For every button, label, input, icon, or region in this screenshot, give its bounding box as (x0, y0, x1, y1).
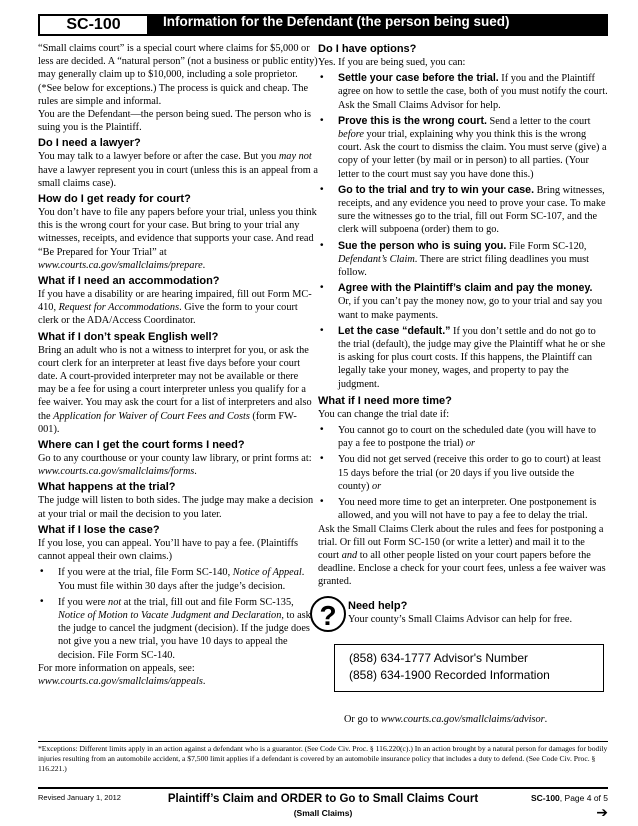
list-item: • You cannot go to court on the scheduled date (you will have to pay a fee to postpone the trial) or (320, 424, 597, 450)
bullet-icon: • (320, 183, 324, 195)
form-code-box: SC-100 (38, 14, 149, 36)
question-english: What if I don’t speak English well? (38, 330, 219, 343)
question-accommodation: What if I need an accommodation? (38, 275, 220, 288)
prepare-link[interactable]: www.courts.ca.gov/smallclaims/prepare (38, 259, 203, 271)
answer-accommodation: If you have a disability or are hearing impaired, fill out Form MC-410, Request for Accommodations. Give the form to your court clerk or the ADA/Access Coordinator. (38, 289, 312, 327)
answer-options: Yes. If you are being sued, you can: (318, 57, 466, 68)
phone-box (334, 644, 604, 692)
page-number: SC-100, Page 4 of 5 (530, 793, 608, 803)
recorded-info-phone: (858) 634-1900 Recorded Information (349, 668, 550, 682)
intro-paragraph: “Small claims court” is a special court where claims for $5,000 or less are decided. A “natural person” (not a business or public entity) may generally claim up to $10,000, including a sole proprietor. (*See below for exceptions.) The process is quick and cheap. The rules are simple and informal. (38, 43, 318, 107)
bullet-icon: • (320, 496, 324, 508)
bullet-icon: • (40, 566, 44, 578)
list-item: • Settle your case before the trial. If you and the Plaintiff agree on how to settle the case, both of you must notify the court. Ask the Small Claims Advisor for help. (320, 72, 608, 111)
right-column (318, 42, 608, 589)
revised-date: Revised January 1, 2012 (38, 793, 121, 802)
list-item: • Let the case “default.” If you don’t settle and do not go to the trial (default), the judge may give the Plaintiff what he or she is asking for plus court costs. If this happens, the Plaintiff can legally take your money, wages, and property to pay the judgment. (320, 324, 606, 390)
question-lose: What if I lose the case? (38, 523, 160, 536)
answer-more-time: You can change the trial date if: (318, 408, 450, 420)
bullet-icon: • (320, 239, 324, 251)
list-item: • Prove this is the wrong court. Send a letter to the court before your trial, explaining why you think this is the wrong court. Ask the court to dismiss the claim. You must serve (give) a copy of your letter (by mail or in person) to all parties. (Your letter to the court must say you have done this.) (320, 114, 607, 180)
answer-lose: If you lose, you can appeal. You’ll have to pay a fee. (Plaintiffs cannot appeal their own claims.) (38, 537, 299, 563)
page-footer (38, 787, 608, 825)
bullet-icon: • (40, 595, 44, 607)
page-title: Information for the Defendant (the person being sued) (163, 14, 510, 29)
list-item: • Agree with the Plaintiff’s claim and pay the money. Or, if you can’t pay the money now, go to your trial and say you want to make payments. (320, 282, 603, 321)
answer-get-ready: You don’t have to file any papers before your trial, unless you think this is the wrong court for your case. But bring to your trial any witnesses, receipts, and evidence that supports your case. And read “Be Prepared for Your Trial” at www.courts.ca.gov/smallclaims/prepare. (38, 207, 317, 271)
header-bar (38, 14, 608, 36)
left-column (38, 42, 318, 688)
advisor-link[interactable]: www.courts.ca.gov/smallclaims/advisor (380, 714, 545, 725)
defendant-paragraph: You are the Defendant—the person being sued. The person who is suing you is the Plaintiff. (38, 109, 312, 134)
advisor-link-line: Or go to www.courts.ca.gov/smallclaims/advisor. (344, 714, 548, 725)
bullet-icon: • (320, 72, 324, 84)
footer-title: Plaintiff’s Claim and ORDER to Go to Small Claims Court (167, 793, 479, 805)
list-item: • If you were not at the trial, fill out and file Form SC-135, Notice of Motion to Vacate Judgment and Declaration, to ask the judge to cancel the judgment (decision). If the judge does not give you a new trial, you have 10 days to appeal the decision. File Form SC-140. (40, 595, 311, 661)
bullet-icon: • (320, 424, 324, 436)
help-title: Need help? (348, 600, 408, 612)
list-item: • You did not get served (receive this order to go to court) at least 15 days before the trial (or 20 days if you live outside the county) or (320, 453, 601, 492)
list-item: • Sue the person who is suing you. File Form SC-120, Defendant’s Claim. There are strict filing deadlines you must follow. (320, 239, 589, 279)
appeals-link[interactable]: www.courts.ca.gov/smallclaims/appeals (38, 675, 203, 687)
help-text: Your county’s Small Claims Advisor can help for free. (348, 614, 573, 625)
footnote-divider (38, 741, 608, 742)
next-page-arrow-icon: ➔ (596, 805, 608, 821)
bullet-icon: • (320, 114, 324, 126)
answer-lawyer: You may talk to a lawyer before or after the case. But you may not have a lawyer represent you in court (unless this is an appeal from a small claims case). (38, 151, 318, 189)
question-trial: What happens at the trial? (38, 481, 176, 494)
list-item: • If you were at the trial, file Form SC-140, Notice of Appeal. You must file within 30 days after the judge’s decision. (40, 566, 305, 592)
question-forms: Where can I get the court forms I need? (38, 439, 245, 452)
footnote: *Exceptions: Different limits apply in an action against a defendant who is a guarantor. (See Code Civ. Proc. § 116.220(c).) In an action brought by a natural person for damages for bodily injuries resulting from an automobile accident, a $7,500 limit applies if a defendant is covered by an automobile insurance policy that includes a duty to defend. (See Code Civ. Proc. § 116.221.) (38, 744, 608, 773)
question-lawyer: Do I need a lawyer? (38, 137, 141, 150)
postpone-paragraph: Ask the Small Claims Clerk about the rules and fees for postponing a trial. Or fill out Form SC-150 (or write a letter) and mail it to the court and to all other people listed on your court papers before the deadline. Enclose a check for your court fees, unless a fee waiver was granted. (318, 523, 606, 588)
appeals-info: For more information on appeals, see: www.courts.ca.gov/smallclaims/appeals. (38, 662, 206, 687)
help-section (318, 594, 608, 734)
question-get-ready: How do I get ready for court? (38, 193, 191, 206)
forms-link[interactable]: www.courts.ca.gov/smallclaims/forms (38, 466, 195, 478)
bullet-icon: • (320, 324, 324, 336)
list-item: • You need more time to get an interpreter. One postponement is allowed, and you will not have to pay a fee to delay the trial. (320, 496, 597, 522)
answer-english: Bring an adult who is not a witness to interpret for you, or ask the court clerk for an interpreter at least five days before your court date. A court-provided interpreter may not be available or there may be a fee for using a court interpreter unless you qualify for a fee waiver. You may ask the court for a list of interpreters and also the Application for Waiver of Court Fees and Costs (form FW-001). (38, 344, 312, 435)
answer-trial: The judge will listen to both sides. The judge may make a decision at your trial or mail the decision to you later. (38, 495, 314, 520)
question-more-time: What if I need more time? (318, 394, 452, 407)
answer-forms: Go to any courthouse or your county law library, or print forms at: www.courts.ca.gov/smallclaims/forms. (38, 453, 312, 478)
question-options: Do I have options? (318, 43, 417, 55)
bullet-icon: • (320, 453, 324, 465)
list-item: • Go to the trial and try to win your case. Bring witnesses, receipts, and any evidence you need to prove your case. To make sure the witnesses go to the trial, fill out Form SC-107, and the clerk will subpoena (order) them to go. (320, 183, 606, 236)
bullet-icon: • (320, 282, 324, 294)
advisor-phone: (858) 634-1777 Advisor's Number (349, 651, 529, 665)
question-mark-icon: ? (310, 596, 346, 632)
footer-subtitle: (Small Claims) (293, 808, 353, 818)
